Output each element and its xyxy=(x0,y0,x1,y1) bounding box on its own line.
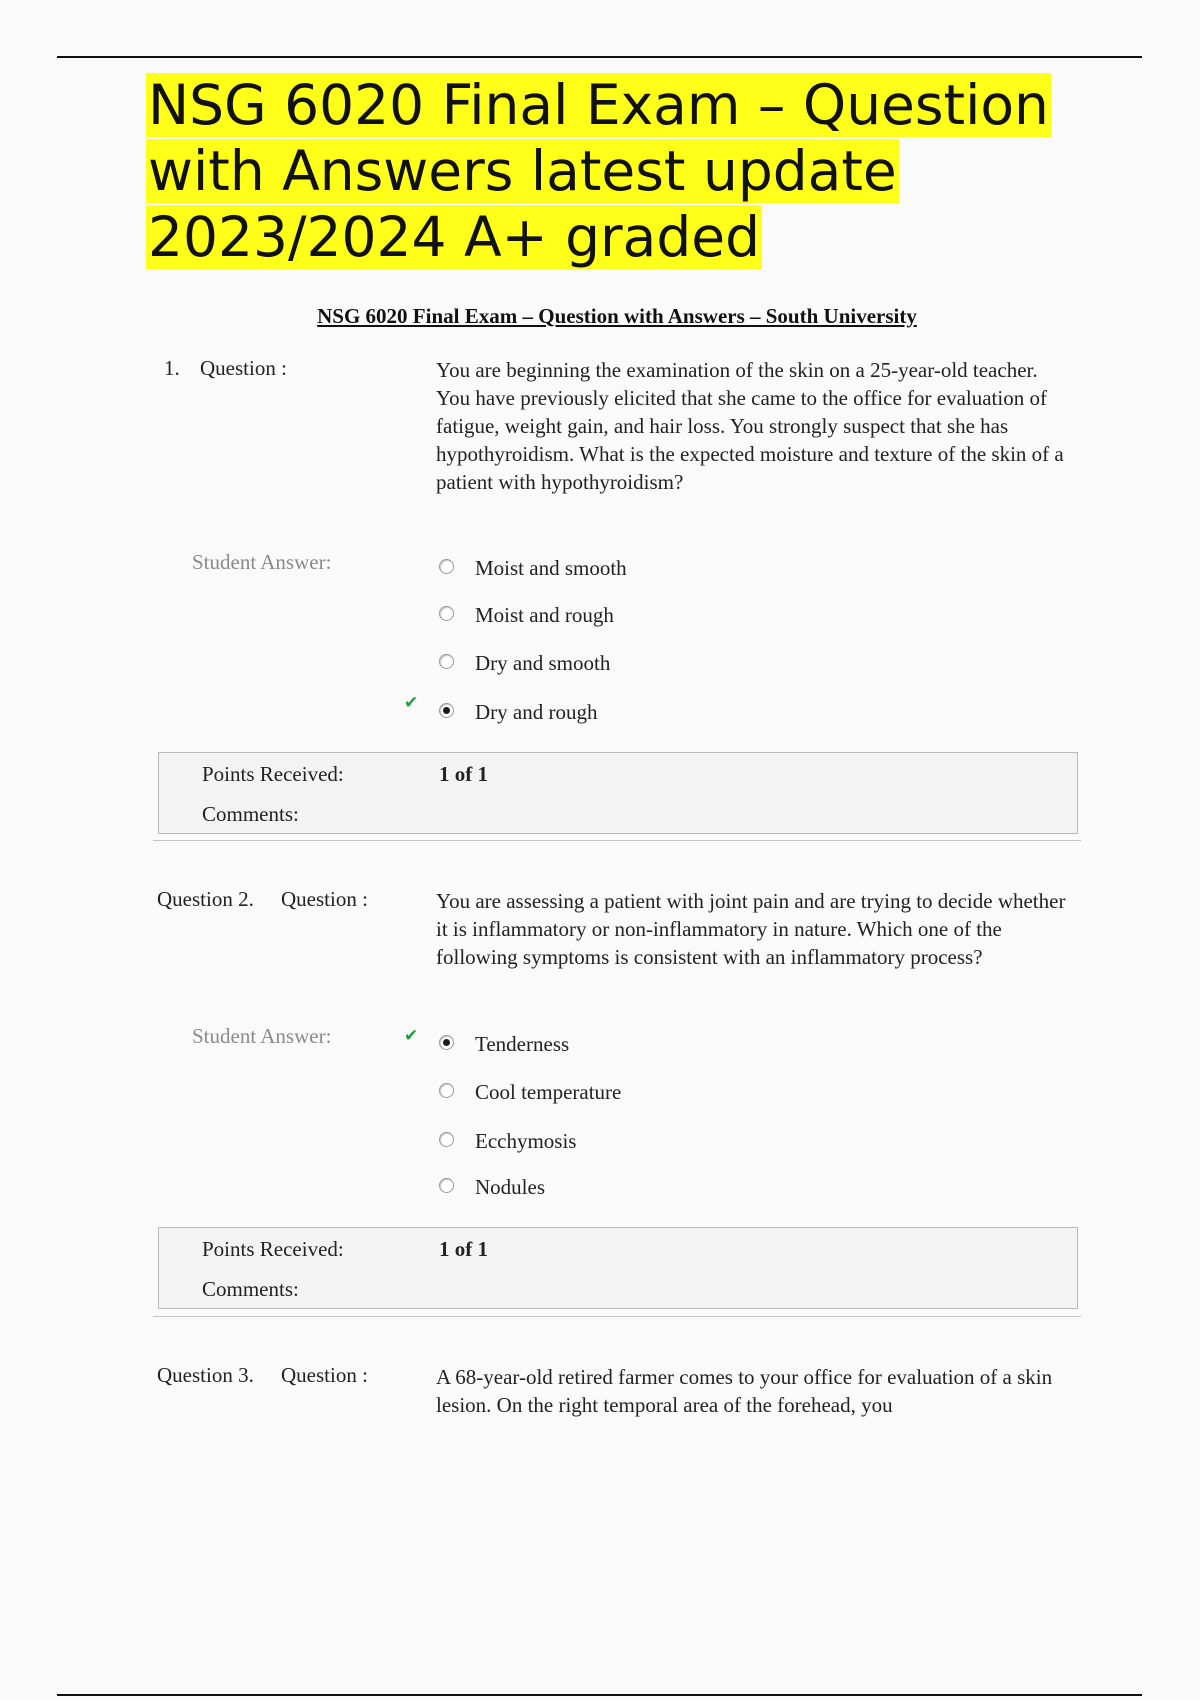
points-received-value: 1 of 1 xyxy=(439,1237,488,1261)
answer-option[interactable] xyxy=(436,651,836,681)
option-label: Tenderness xyxy=(475,1032,570,1056)
question-number: Question 2. xyxy=(157,887,254,911)
radio-button[interactable] xyxy=(439,559,454,574)
question-text: A 68-year-old retired farmer comes to your office for evaluation of a skin lesion. On the right temporal area of the forehead, you xyxy=(436,1365,1053,1417)
radio-button[interactable] xyxy=(439,654,454,669)
document-subtitle: NSG 6020 Final Exam – Question with Answers – South University xyxy=(317,304,917,328)
radio-button-selected[interactable] xyxy=(439,1035,454,1050)
answer-option[interactable] xyxy=(436,1129,836,1159)
option-label: Nodules xyxy=(475,1175,545,1199)
student-answer-label: Student Answer: xyxy=(192,1024,332,1048)
option-label: Moist and rough xyxy=(475,603,614,627)
radio-button[interactable] xyxy=(439,1083,454,1098)
document-title xyxy=(146,72,1066,270)
radio-button[interactable] xyxy=(439,1132,454,1147)
points-box xyxy=(158,752,1078,834)
answer-option[interactable] xyxy=(436,1080,836,1110)
answer-option[interactable] xyxy=(436,603,836,633)
points-received-label: Points Received: xyxy=(202,762,344,786)
radio-button-selected[interactable] xyxy=(439,703,454,718)
points-received-label: Points Received: xyxy=(202,1237,344,1261)
option-label: Ecchymosis xyxy=(475,1129,577,1153)
question-label: Question : xyxy=(281,1363,368,1387)
answer-option[interactable] xyxy=(436,700,836,730)
bottom-rule xyxy=(57,1694,1142,1696)
points-received-value: 1 of 1 xyxy=(439,762,488,786)
answer-option[interactable] xyxy=(436,556,836,586)
answer-option[interactable] xyxy=(436,1032,836,1062)
answer-option[interactable] xyxy=(436,1175,836,1205)
option-label: Dry and smooth xyxy=(475,651,611,675)
question-number: Question 3. xyxy=(157,1363,254,1387)
question-text: You are assessing a patient with joint pain and are trying to decide whether it is inflammatory or non-inflammatory in nature. Which one of the following symptoms is consistent with an inflammatory process? xyxy=(436,889,1066,969)
comments-label: Comments: xyxy=(202,1277,299,1301)
radio-button[interactable] xyxy=(439,1178,454,1193)
question-number: 1. xyxy=(164,356,180,380)
question-text: You are beginning the examination of the skin on a 25-year-old teacher. You have previously elicited that she came to the office for evaluation of fatigue, weight gain, and hair loss. You strongly suspect that she has hypothyroidism. What is the expected moisture and texture of the skin of a patient with hypothyroidism? xyxy=(436,358,1064,494)
option-label: Cool temperature xyxy=(475,1080,622,1104)
points-box xyxy=(158,1227,1078,1309)
correct-check-icon: ✔ xyxy=(404,1026,419,1046)
question-separator xyxy=(153,840,1081,841)
question-label: Question : xyxy=(281,887,368,911)
correct-check-icon: ✔ xyxy=(404,693,419,713)
radio-button[interactable] xyxy=(439,606,454,621)
option-label: Dry and rough xyxy=(475,700,598,724)
question-label: Question : xyxy=(200,356,287,380)
comments-label: Comments: xyxy=(202,802,299,826)
top-rule xyxy=(57,56,1142,58)
student-answer-label: Student Answer: xyxy=(192,550,332,574)
title-highlight: NSG 6020 Final Exam – Question with Answers latest update 2023/2024 A+ graded xyxy=(148,73,1049,269)
question-separator xyxy=(153,1316,1081,1317)
option-label: Moist and smooth xyxy=(475,556,627,580)
